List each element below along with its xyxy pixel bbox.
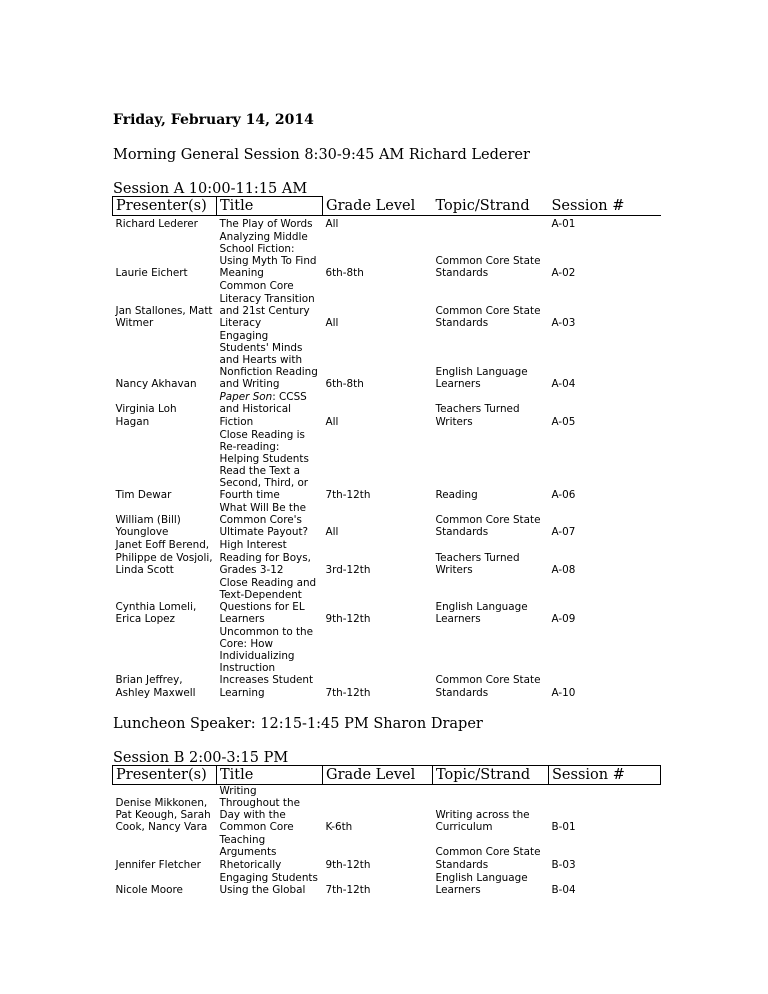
grade-cell: 6th-8th	[325, 267, 364, 280]
session-cell: B-03	[551, 858, 576, 871]
document-date: Friday, February 14, 2014	[113, 112, 314, 128]
table-row	[113, 330, 661, 391]
presenter-cell: Brian Jeffrey, Ashley Maxwell	[115, 674, 196, 699]
topic-cell: Common Core State Standards	[435, 514, 541, 539]
table-row	[113, 231, 661, 280]
table-row	[113, 502, 661, 539]
topic-cell: English Language Learners	[435, 871, 528, 896]
grade-cell: 3rd-12th	[325, 563, 371, 576]
table-row	[113, 280, 661, 329]
title-text: : CCSS and Historical Fiction	[219, 391, 307, 428]
session-cell: A-01	[551, 218, 576, 230]
topic-cell: Teachers Turned Writers	[435, 403, 520, 428]
session-cell: A-06	[551, 489, 576, 502]
table-row	[113, 626, 661, 700]
session-cell: A-09	[551, 613, 576, 625]
col-header-session: Session #	[549, 197, 661, 216]
title-cell: Analyzing Middle School Fiction: Using Myth To Find Meaning	[219, 231, 317, 280]
title-cell: Close Reading and Text-Dependent Questions for EL Learners	[219, 576, 317, 625]
session-b-table	[112, 765, 661, 897]
table-row	[113, 216, 661, 232]
topic-cell: Common Core State Standards	[435, 304, 541, 329]
title-cell: Teaching Arguments Rhetorically	[219, 834, 282, 871]
col-header-presenter: Presenter(s)	[113, 766, 217, 785]
grade-cell: K-6th	[325, 821, 353, 834]
col-header-grade: Grade Level	[323, 766, 433, 785]
table-row	[113, 429, 661, 503]
presenter-cell: Cynthia Lomeli, Erica Lopez	[115, 600, 197, 625]
table-row	[113, 785, 661, 835]
presenter-cell: Jan Stallones, Matt Witmer	[115, 304, 213, 329]
session-cell: A-03	[551, 316, 576, 329]
col-header-grade: Grade Level	[323, 197, 433, 216]
title-italic-text: Paper Son	[219, 391, 273, 404]
topic-cell: Common Core State Standards	[435, 674, 541, 699]
table-row	[113, 872, 661, 897]
title-cell: Uncommon to the Core: How Individualizing Instruction Increases Student Learning	[219, 626, 314, 699]
topic-cell: Common Core State Standards	[435, 846, 541, 871]
grade-cell: 7th-12th	[325, 686, 371, 699]
general-session-heading: Morning General Session 8:30-9:45 AM Richard Lederer	[113, 147, 530, 163]
col-header-session: Session #	[549, 766, 661, 785]
session-cell: A-10	[551, 686, 576, 699]
session-cell: A-08	[551, 563, 576, 576]
session-cell: A-02	[551, 267, 576, 280]
title-cell	[217, 391, 323, 428]
session-a-table	[112, 196, 661, 700]
presenter-cell: Virginia Loh Hagan	[115, 403, 177, 428]
session-cell: A-07	[551, 526, 576, 539]
topic-cell: Teachers Turned Writers	[435, 551, 520, 576]
presenter-cell: Janet Eoff Berend, Philippe de Vosjoli, Linda Scott	[115, 539, 213, 576]
presenter-cell: William (Bill) Younglove	[115, 514, 181, 539]
presenter-cell: Tim Dewar	[115, 489, 172, 502]
col-header-topic: Topic/Strand	[433, 197, 549, 216]
topic-cell: Common Core State Standards	[435, 255, 541, 280]
grade-cell: 9th-12th	[325, 613, 371, 625]
presenter-cell: Nancy Akhavan	[115, 378, 197, 391]
col-header-topic: Topic/Strand	[433, 766, 549, 785]
grade-cell: 7th-12th	[325, 883, 371, 896]
title-cell: Close Reading is Re-reading: Helping Students Read the Text a Second, Third, or Fourth time	[219, 428, 309, 502]
table-row	[113, 391, 661, 428]
topic-cell	[433, 216, 549, 232]
presenter-cell: Laurie Eichert	[115, 267, 188, 280]
presenter-cell: Denise Mikkonen, Pat Keough, Sarah Cook, Nancy Vara	[115, 797, 211, 834]
presenter-cell: Richard Lederer	[115, 218, 198, 230]
session-cell: B-01	[551, 821, 576, 834]
col-header-title: Title	[217, 197, 323, 216]
session-b-heading: Session B 2:00-3:15 PM	[113, 750, 289, 766]
session-cell: A-04	[551, 378, 576, 391]
topic-cell: English Language Learners	[435, 600, 528, 625]
col-header-presenter: Presenter(s)	[113, 197, 217, 216]
presenter-cell: Nicole Moore	[115, 883, 183, 896]
grade-cell: All	[325, 218, 339, 230]
presenter-cell: Jennifer Fletcher	[115, 858, 201, 871]
title-cell: Writing Throughout the Day with the Common Core	[219, 785, 300, 834]
grade-cell: All	[325, 316, 339, 329]
topic-cell: Writing across the Curriculum	[435, 809, 530, 834]
title-cell: High Interest Reading for Boys, Grades 3-12	[219, 539, 311, 576]
grade-cell: 7th-12th	[325, 489, 371, 502]
topic-cell: English Language Learners	[435, 366, 528, 391]
title-cell: Engaging Students' Minds and Hearts with Nonfiction Reading and Writing	[219, 329, 318, 391]
table-row	[113, 834, 661, 871]
grade-cell: 9th-12th	[325, 858, 371, 871]
topic-cell: Reading	[435, 489, 478, 502]
session-cell: B-04	[551, 883, 576, 896]
luncheon-heading: Luncheon Speaker: 12:15-1:45 PM Sharon Draper	[113, 716, 483, 732]
title-cell: Common Core Literacy Transition and 21st Century Literacy	[219, 280, 315, 329]
session-cell: A-05	[551, 415, 576, 428]
grade-cell: All	[325, 415, 339, 428]
table-row	[113, 539, 661, 576]
session-a-heading: Session A 10:00-11:15 AM	[113, 181, 308, 197]
title-cell: Engaging Students Using the Global	[219, 871, 318, 896]
title-cell: The Play of Words	[219, 218, 313, 230]
table-row	[113, 577, 661, 626]
grade-cell: All	[325, 526, 339, 539]
grade-cell: 6th-8th	[325, 378, 364, 391]
col-header-title: Title	[217, 766, 323, 785]
title-cell: What Will Be the Common Core's Ultimate Payout?	[219, 502, 309, 539]
